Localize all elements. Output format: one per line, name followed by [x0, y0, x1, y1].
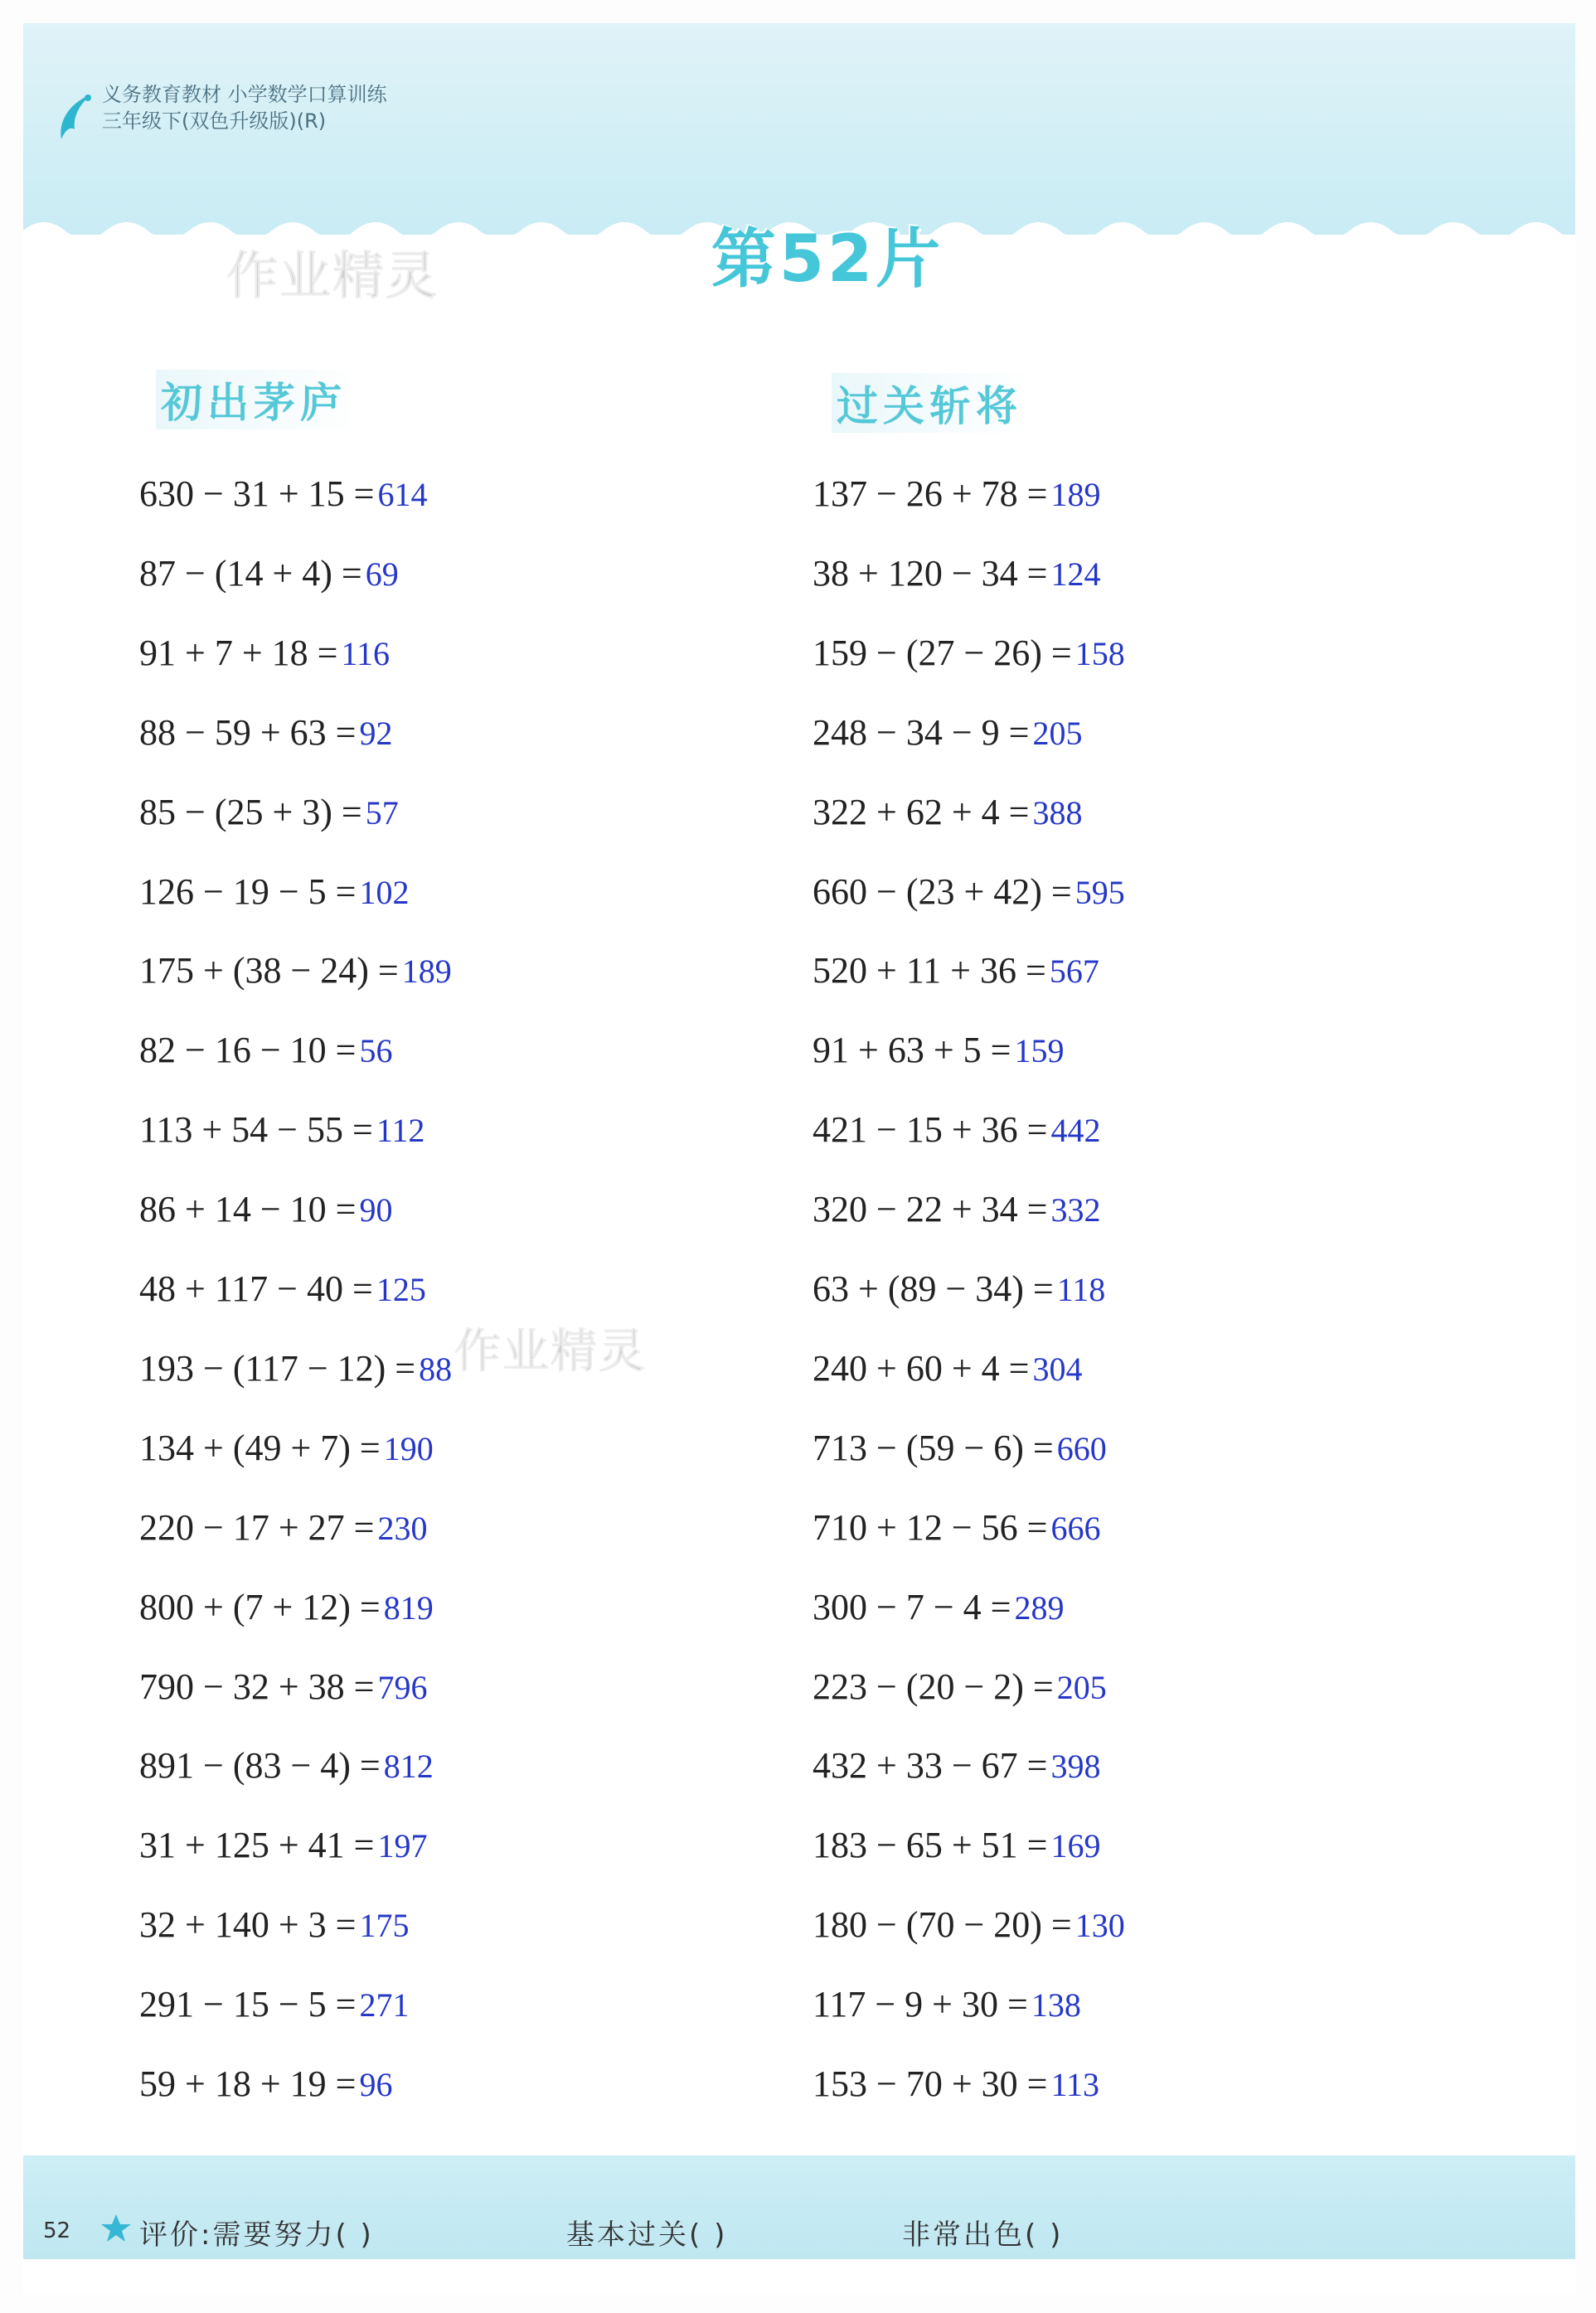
problem-answer: 398 [1050, 1748, 1101, 1786]
series-line-2: 三年级下(双色升级版)(R) [102, 109, 327, 133]
problem-expression: 82 − 16 − 10 = [139, 1030, 357, 1071]
problem-answer: 819 [383, 1588, 434, 1627]
page-number: 52 [43, 2218, 71, 2243]
problem-answer: 92 [359, 714, 393, 752]
problem-answer: 158 [1075, 634, 1125, 672]
problem-row [813, 708, 1082, 758]
problem-row [813, 628, 1125, 678]
problem-answer: 271 [359, 1986, 410, 2024]
problem-expression: 223 − (20 − 2) = [813, 1666, 1054, 1707]
problem-row [139, 1264, 426, 1314]
problem-expression: 322 + 62 + 4 = [813, 791, 1030, 832]
problem-expression: 891 − (83 − 4) = [139, 1745, 381, 1787]
problem-expression: 291 − 15 − 5 = [139, 1984, 357, 2025]
problem-row [813, 1900, 1125, 1950]
problem-row [139, 1026, 392, 1075]
page-title: 第52片 [711, 222, 944, 297]
problem-expression: 137 − 26 + 78 = [813, 473, 1048, 514]
problem-row [813, 1105, 1100, 1155]
problem-row [139, 946, 452, 996]
problem-answer: 614 [377, 476, 428, 513]
problem-expression: 800 + (7 + 12) = [139, 1586, 381, 1627]
problem-answer: 125 [376, 1271, 426, 1308]
problem-expression: 113 + 54 − 55 = [139, 1109, 373, 1151]
star-icon [99, 2212, 133, 2245]
problem-expression: 91 + 63 + 5 = [813, 1030, 1011, 1071]
problem-expression: 63 + (89 − 34) = [813, 1268, 1054, 1309]
watermark: 作业精灵 [454, 1325, 647, 1379]
problem-answer: 57 [365, 793, 399, 832]
dolphin-logo-icon [55, 88, 98, 146]
eval-excellent: 非常出色( ) [902, 2218, 1064, 2252]
problem-expression: 790 − 32 + 38 = [139, 1666, 375, 1707]
problem-answer: 660 [1056, 1429, 1107, 1467]
problem-row [813, 1662, 1107, 1712]
problem-row [813, 2059, 1099, 2109]
problem-expression: 248 − 34 − 9 = [813, 711, 1030, 753]
problem-answer: 130 [1075, 1907, 1125, 1945]
problem-expression: 87 − (14 + 4) = [139, 552, 362, 594]
problem-answer: 205 [1032, 714, 1083, 752]
problem-row [139, 628, 390, 678]
problem-expression: 175 + (38 − 24) = [139, 950, 399, 992]
problem-answer: 567 [1049, 953, 1099, 991]
problem-row [813, 1026, 1064, 1075]
problem-expression: 320 − 22 + 34 = [813, 1189, 1048, 1230]
problem-answer: 113 [1050, 2066, 1099, 2103]
problem-expression: 86 + 14 − 10 = [139, 1189, 357, 1230]
problem-expression: 31 + 125 + 41 = [139, 1825, 375, 1866]
problem-answer: 88 [419, 1350, 453, 1388]
problem-expression: 630 − 31 + 15 = [139, 473, 375, 514]
problem-row [813, 1264, 1105, 1314]
problem-expression: 240 + 60 + 4 = [813, 1347, 1030, 1389]
watermark: 作业精灵 [226, 245, 439, 306]
workbook-page [23, 23, 1575, 2295]
problem-answer: 666 [1050, 1509, 1101, 1547]
problem-answer: 175 [359, 1907, 410, 1945]
problem-answer: 56 [359, 1032, 393, 1070]
problem-row [813, 1821, 1100, 1870]
problem-row [139, 1185, 392, 1234]
section-title-right: 过关斩将 [832, 373, 1034, 433]
problem-answer: 96 [359, 2066, 393, 2103]
problem-answer: 90 [359, 1191, 393, 1229]
problem-answer: 205 [1056, 1668, 1107, 1706]
problem-row [139, 1662, 427, 1712]
problem-answer: 169 [1050, 1827, 1101, 1865]
series-line-1: 义务教育教材 小学数学口算训练 [102, 83, 387, 106]
problem-row [813, 1423, 1107, 1473]
problem-expression: 126 − 19 − 5 = [139, 870, 357, 912]
problem-row [813, 549, 1100, 599]
eval-basic-pass: 基本过关( ) [566, 2218, 728, 2252]
problem-expression: 183 − 65 + 51 = [813, 1825, 1048, 1866]
problem-row [813, 1503, 1100, 1553]
problem-expression: 713 − (59 − 6) = [813, 1427, 1054, 1468]
problem-row [139, 788, 399, 837]
problem-expression: 180 − (70 − 20) = [813, 1904, 1072, 1946]
problem-row [813, 788, 1082, 837]
problem-row [139, 2059, 392, 2109]
problem-row [813, 1741, 1100, 1791]
problem-expression: 300 − 7 − 4 = [813, 1586, 1011, 1627]
problem-row [139, 1980, 409, 2029]
problem-row [139, 1583, 434, 1632]
problem-answer: 69 [365, 555, 399, 593]
problem-answer: 595 [1075, 873, 1125, 911]
problem-answer: 190 [383, 1429, 434, 1467]
problem-expression: 660 − (23 + 42) = [813, 870, 1072, 912]
problem-expression: 117 − 9 + 30 = [813, 1984, 1028, 2025]
problem-answer: 138 [1031, 1986, 1081, 2024]
problem-row [813, 1344, 1082, 1394]
problem-answer: 304 [1032, 1350, 1083, 1388]
problem-expression: 432 + 33 − 67 = [813, 1745, 1048, 1787]
problem-row [139, 1344, 452, 1394]
problem-row [139, 1423, 434, 1473]
problem-expression: 220 − 17 + 27 = [139, 1506, 375, 1548]
problem-row [139, 549, 399, 599]
problem-answer: 124 [1050, 555, 1101, 593]
problem-answer: 112 [376, 1112, 425, 1150]
problem-row [813, 1185, 1100, 1234]
problem-expression: 710 + 12 − 56 = [813, 1506, 1048, 1548]
problem-expression: 32 + 140 + 3 = [139, 1904, 357, 1946]
problem-expression: 153 − 70 + 30 = [813, 2063, 1048, 2104]
problem-expression: 38 + 120 − 34 = [813, 552, 1048, 594]
problem-row [139, 469, 427, 519]
problem-row [813, 1980, 1081, 2029]
problem-answer: 812 [383, 1748, 434, 1786]
problem-row [139, 1741, 434, 1791]
problem-row [139, 708, 392, 758]
problem-answer: 159 [1014, 1032, 1065, 1070]
problem-answer: 796 [377, 1668, 428, 1706]
problem-answer: 116 [341, 634, 390, 672]
problem-answer: 442 [1050, 1112, 1101, 1150]
problem-expression: 193 − (117 − 12) = [139, 1347, 416, 1389]
problem-answer: 189 [401, 953, 452, 991]
problem-row [139, 867, 409, 917]
problem-answer: 230 [377, 1509, 428, 1547]
problem-expression: 134 + (49 + 7) = [139, 1427, 381, 1468]
problem-expression: 88 − 59 + 63 = [139, 711, 357, 753]
problem-row [139, 1900, 409, 1950]
problem-expression: 85 − (25 + 3) = [139, 791, 362, 832]
problem-answer: 388 [1032, 793, 1083, 832]
series-info [102, 81, 387, 134]
problem-row [813, 867, 1125, 917]
problem-answer: 102 [359, 873, 410, 911]
problem-expression: 48 + 117 − 40 = [139, 1268, 373, 1309]
section-title-left: 初出茅庐 [156, 370, 358, 429]
problem-answer: 332 [1050, 1191, 1101, 1229]
eval-need-effort: 评价:需要努力( ) [139, 2218, 374, 2252]
problem-row [813, 469, 1100, 519]
problem-expression: 421 − 15 + 36 = [813, 1109, 1048, 1151]
problem-answer: 118 [1056, 1271, 1106, 1308]
problem-row [813, 1583, 1064, 1632]
problem-answer: 289 [1014, 1588, 1065, 1627]
problem-row [139, 1821, 427, 1870]
problem-row [139, 1503, 427, 1553]
problem-row [139, 1105, 424, 1155]
problem-expression: 59 + 18 + 19 = [139, 2063, 357, 2104]
problem-answer: 189 [1050, 476, 1101, 513]
problem-answer: 197 [377, 1827, 428, 1865]
problem-expression: 520 + 11 + 36 = [813, 950, 1046, 992]
problem-row [813, 946, 1099, 996]
problem-expression: 159 − (27 − 26) = [813, 632, 1072, 673]
problem-expression: 91 + 7 + 18 = [139, 632, 338, 673]
